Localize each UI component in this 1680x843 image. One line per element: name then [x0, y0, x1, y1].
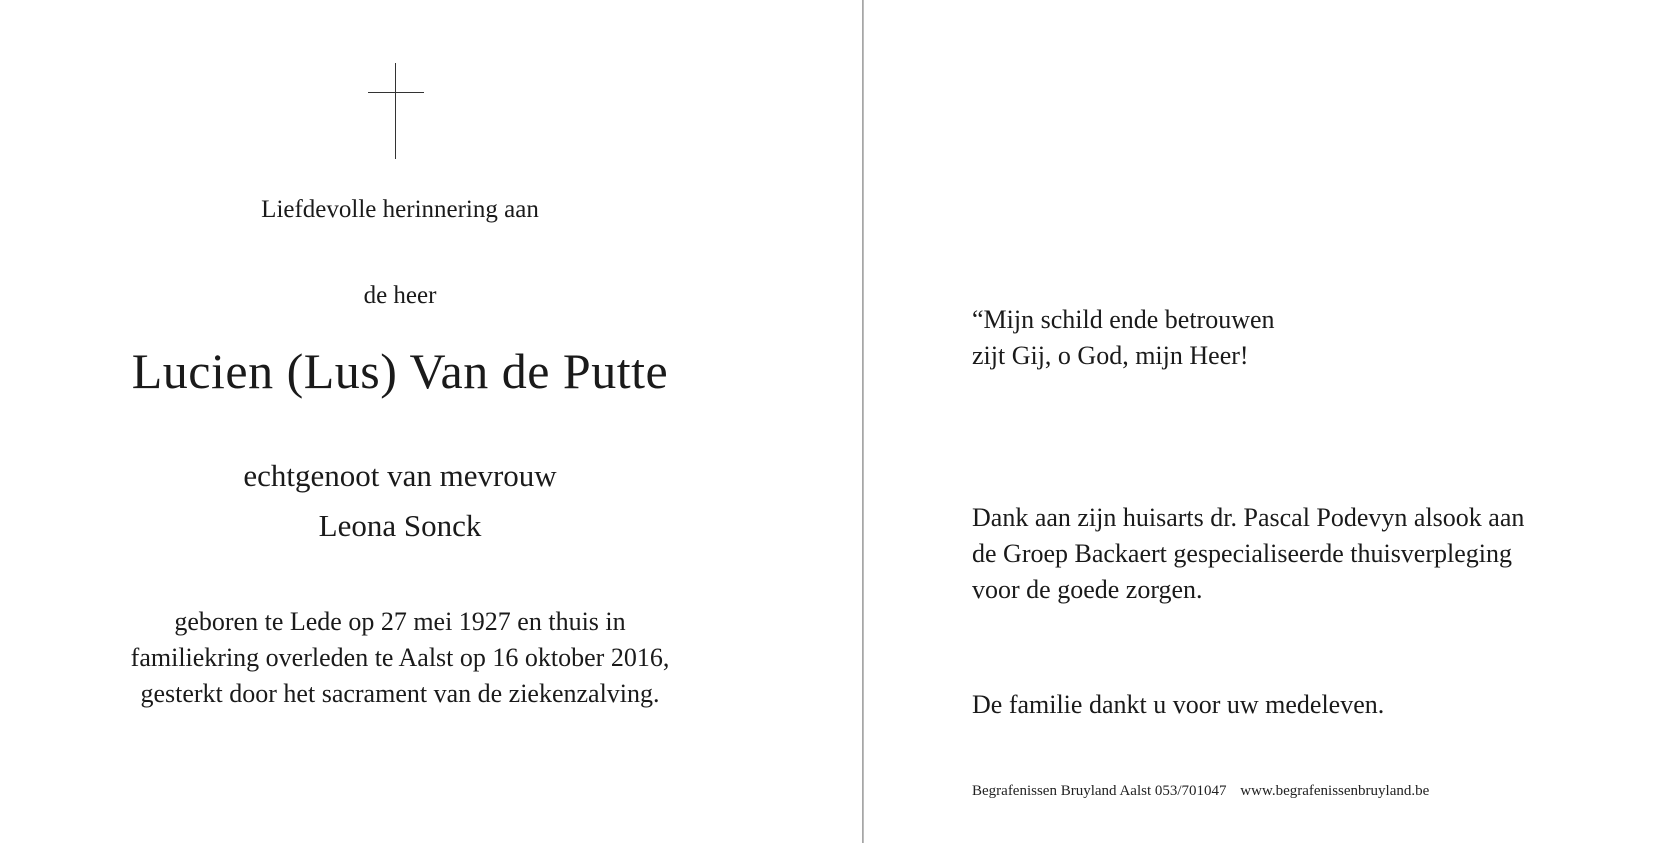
deceased-name: Lucien (Lus) Van de Putte — [131, 343, 669, 399]
bio-line: familiekring overleden te Aalst op 16 oktober 2016, — [130, 643, 670, 672]
undertaker-website: www.begrafenissenbruyland.be — [1240, 783, 1430, 799]
biography — [0, 604, 800, 712]
bio-line: gesterkt door het sacrament van de ziekenzalving. — [140, 679, 660, 708]
quote-line: “Mijn schild ende betrouwen — [972, 305, 1275, 334]
family-thanks: De familie dankt u voor uw medeleven. — [972, 690, 1385, 719]
title-text: de heer — [363, 282, 437, 309]
intro-text: Liefdevolle herinnering aan — [261, 196, 539, 223]
thanks-paragraph — [972, 500, 1524, 608]
undertaker-contact: Begrafenissen Bruyland Aalst 053/701047 — [972, 783, 1227, 799]
thanks-line: Dank aan zijn huisarts dr. Pascal Podevyn alsook aan — [972, 503, 1525, 532]
quote — [972, 302, 1275, 374]
fold-divider — [862, 0, 864, 843]
footer — [972, 783, 1429, 800]
spouse-name: Leona Sonck — [318, 508, 482, 543]
thanks-line: de Groep Backaert gespecialiseerde thuisverpleging — [972, 539, 1512, 568]
quote-line: zijt Gij, o God, mijn Heer! — [972, 341, 1249, 370]
bio-line: geboren te Lede op 27 mei 1927 en thuis in — [174, 607, 626, 636]
cross-horizontal-bar — [368, 92, 424, 93]
spouse-line: echtgenoot van mevrouw — [243, 458, 557, 493]
thanks-line: voor de goede zorgen. — [972, 575, 1203, 604]
cross-vertical-bar — [395, 63, 396, 159]
cross-icon — [368, 63, 424, 159]
